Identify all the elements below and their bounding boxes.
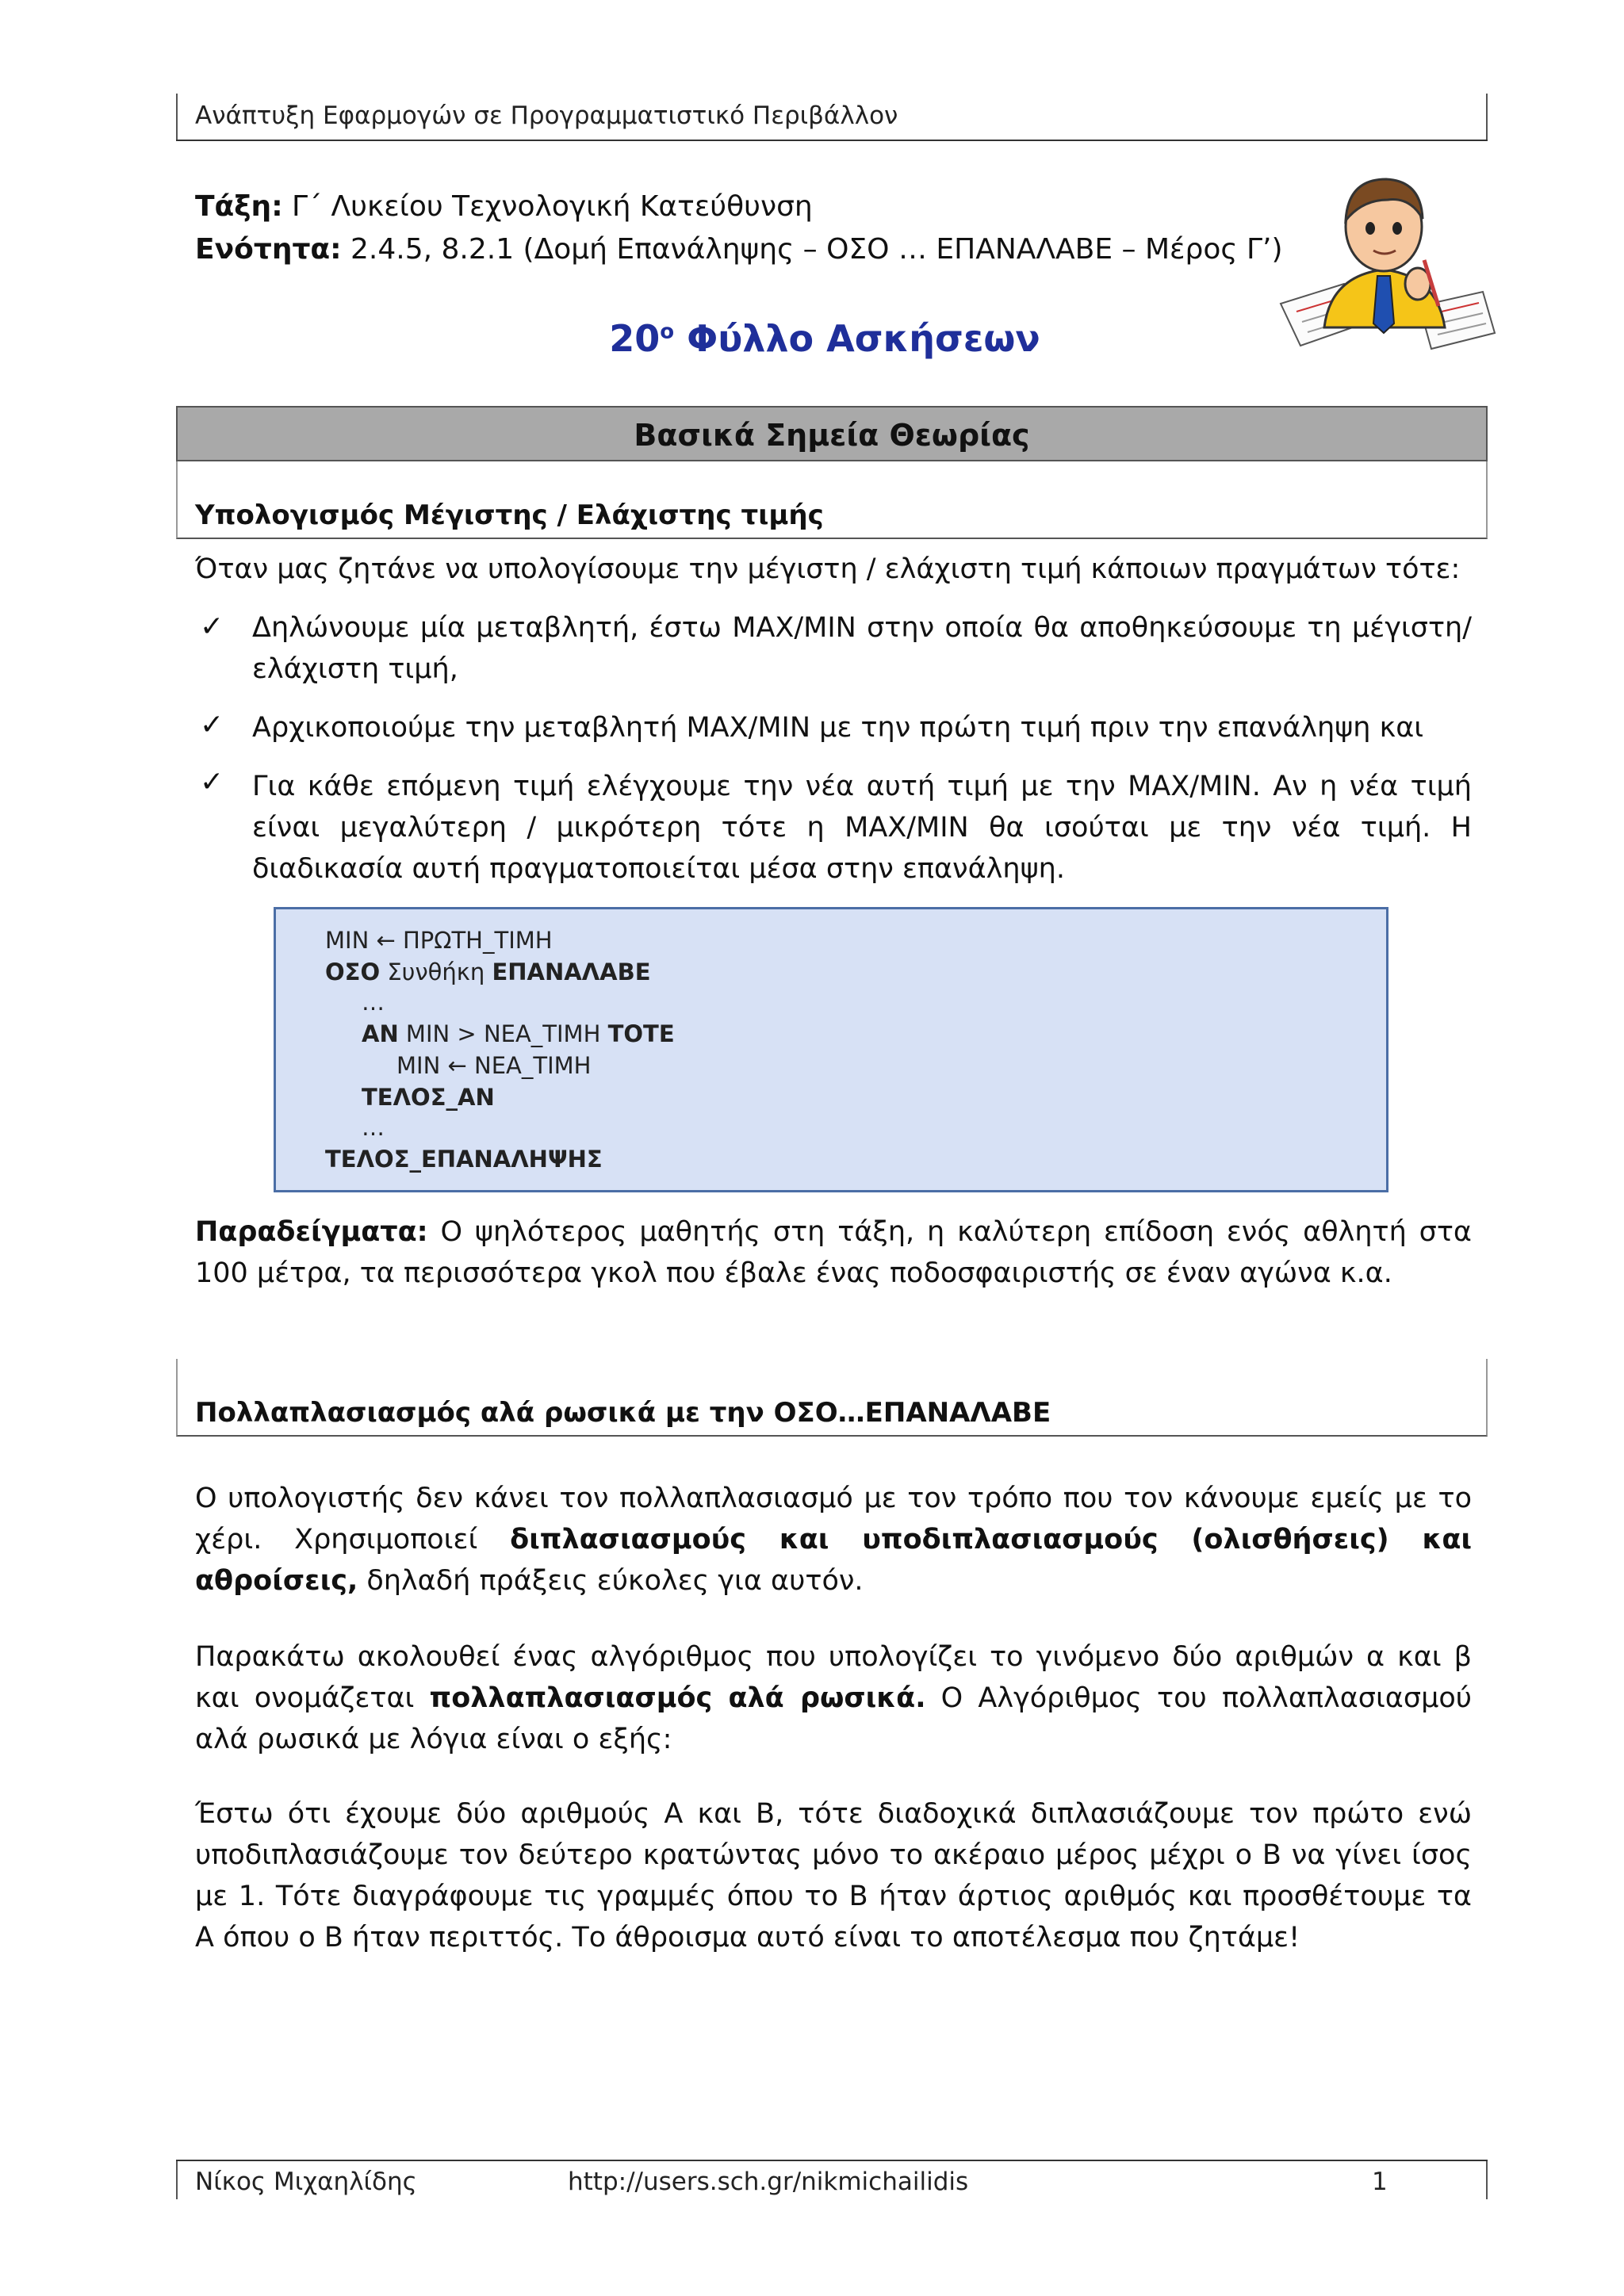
theory-heading-bar — [176, 406, 1488, 461]
code-line-8 — [325, 1146, 603, 1173]
code-line-6 — [362, 1084, 495, 1111]
section2-p2-text-a: Παρακάτω ακολουθεί ένας αλγόριθμος που υπολογίζει το γινόμενο δύο αριθμών α και β και ονομάζεται — [195, 1641, 1472, 1714]
section2-p1-text-a: Ο υπολογιστής δεν κάνει τον πολλαπλασιασμό με τον τρόπο που τον κάνουμε εμείς με το χέρι. Χρησιμοποιεί — [195, 1483, 1472, 1556]
examples-paragraph — [195, 1211, 1472, 1294]
worksheet-title — [444, 317, 1205, 360]
section2-paragraph-2 — [195, 1636, 1472, 1760]
theory-bullet-2: Αρχικοποιούμε την μεταβλητή MAX/MIN με την πρώτη τιμή πριν την επανάληψη και — [252, 712, 1424, 744]
code-keyword-tote: ΤΟΤΕ — [607, 1020, 675, 1047]
worksheet-title-text: Φύλλο Ασκήσεων — [674, 317, 1040, 360]
theory-intro: Όταν μας ζητάνε να υπολογίσουμε την μέγιστη / ελάχιστη τιμή κάποιων πραγμάτων τότε: — [195, 553, 1461, 585]
code-line-7: … — [362, 1114, 385, 1141]
check-icon: ✓ — [200, 610, 224, 643]
worksheet-number: 20 — [609, 317, 661, 360]
code-condition: Συνθήκη — [380, 959, 492, 985]
code-keyword-telos-an: ΤΕΛΟΣ_ΑΝ — [362, 1084, 495, 1111]
pseudocode-box — [274, 907, 1388, 1192]
examples-text: Ο ψηλότερος μαθητής στη τάξη, η καλύτερη επίδοση ενός αθλητή στα 100 μέτρα, τα περισσότερα γκολ που έβαλε ένας ποδοσφαιριστής σε έναν αγώνα κ.α. — [195, 1216, 1472, 1289]
code-keyword-oso: ΟΣΟ — [325, 959, 381, 985]
code-keyword-epanalabe: ΕΠΑΝΑΛΑΒΕ — [492, 959, 651, 985]
check-icon: ✓ — [200, 709, 224, 741]
unit-value: 2.4.5, 8.2.1 (Δομή Επανάληψης – ΟΣΟ … ΕΠΑΝΑΛΑΒΕ – Μέρος Γ’) — [341, 233, 1283, 266]
code-line-3: … — [362, 989, 385, 1016]
section2-p2-bold: πολλαπλασιασμός αλά ρωσικά. — [429, 1682, 926, 1714]
code-line-4 — [362, 1020, 675, 1047]
unit-label: Ενότητα: — [195, 233, 342, 266]
unit-line — [195, 233, 1283, 266]
code-line-5: MIN ← ΝΕΑ_ΤΙΜΗ — [396, 1052, 592, 1079]
code-comparison: MIN > ΝΕΑ_ΤΙΜΗ — [398, 1020, 608, 1047]
tie — [1373, 276, 1394, 333]
page-header — [176, 94, 1488, 141]
footer-right-rule — [1486, 2161, 1488, 2199]
footer-left-rule — [176, 2161, 178, 2199]
section2-heading: Πολλαπλασιασμός αλά ρωσικά με την ΟΣΟ…ΕΠΑΝΑΛΑΒΕ — [195, 1397, 1051, 1429]
header-right-rule — [1486, 94, 1488, 140]
header-left-rule — [176, 94, 178, 140]
section2-paragraph-3: Έστω ότι έχουμε δύο αριθμούς Α και Β, τότε διαδοχικά διπλασιάζουμε τον πρώτο ενώ υποδιπλασιάζουμε τον δεύτερο κρατώντας μόνο το ακέραιο μέρος μέχρι ο Β να γίνει ίσος με 1. Τότε διαγράφουμε τις γραμμές όπου το Β ήταν άρτιος αριθμός και προσθέτουμε τα Α όπου ο Β ήταν περιττός. Το άθροισμα αυτό είναι το αποτέλεσμα που ζητάμε! — [195, 1798, 1472, 1954]
section2-p1-bold: διπλασιασμούς και υποδιπλασιασμούς (ολισθήσεις) και αθροίσεις, — [195, 1524, 1472, 1597]
footer-page-number: 1 — [1372, 2168, 1388, 2196]
section2-p1-text-b: δηλαδή πράξεις εύκολες για αυτόν. — [358, 1565, 864, 1597]
class-label: Τάξη: — [195, 190, 283, 223]
theory-subheading: Υπολογισμός Μέγιστης / Ελάχιστης τιμής — [195, 499, 824, 531]
student-mascot-illustration — [1269, 165, 1499, 363]
theory-bullet-1: Δηλώνουμε μία μεταβλητή, έστω MAX/MIN στην οποία θα αποθηκεύσουμε τη μέγιστη/ελάχιστη τιμή, — [252, 612, 1472, 685]
code-line-2 — [325, 959, 651, 985]
examples-label: Παραδείγματα: — [195, 1216, 428, 1248]
code-keyword-telos-epanalipsis: ΤΕΛΟΣ_ΕΠΑΝΑΛΗΨΗΣ — [325, 1146, 603, 1173]
code-line-1: MIN ← ΠΡΩΤΗ_ΤΙΜΗ — [325, 927, 553, 954]
page-footer — [176, 2160, 1488, 2199]
class-value: Γ΄ Λυκείου Τεχνολογική Κατεύθυνση — [282, 190, 813, 223]
footer-author: Νίκος Μιχαηλίδης — [195, 2168, 417, 2196]
check-icon: ✓ — [200, 766, 224, 798]
code-keyword-an: ΑΝ — [362, 1020, 399, 1047]
class-line — [195, 190, 813, 223]
worksheet-number-sup: ο — [660, 320, 675, 344]
header-title: Ανάπτυξη Εφαρμογών σε Προγραμματιστικό Περιβάλλον — [195, 101, 898, 130]
section2-paragraph-1 — [195, 1478, 1472, 1601]
section2-p2-text-b: Ο Αλγόριθμος του πολλαπλασιασμού αλά ρωσικά με λόγια είναι ο εξής: — [195, 1682, 1472, 1755]
theory-bullet-3: Για κάθε επόμενη τιμή ελέγχουμε την νέα αυτή τιμή με την MAX/MIN. Αν η νέα τιμή είναι μεγαλύτερη / μικρότερη τότε η MAX/MIN θα ισούται με την νέα τιμή. Η διαδικασία αυτή πραγματοποιείται μέσα στην επανάληψη. — [252, 771, 1472, 885]
footer-url[interactable]: http://users.sch.gr/nikmichailidis — [568, 2168, 969, 2196]
theory-heading: Βασικά Σημεία Θεωρίας — [634, 418, 1030, 453]
